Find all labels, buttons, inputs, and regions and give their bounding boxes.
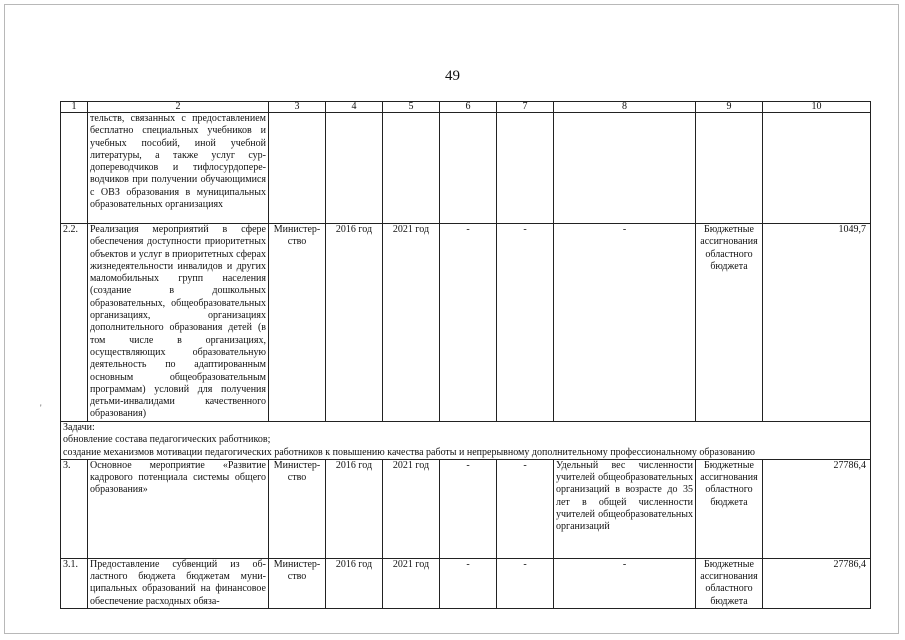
amount-cell	[763, 113, 871, 224]
executor-cell: Министерство	[269, 558, 326, 608]
activity-description: тельств, связанных с предоставлением бесплатно специальных учебников и учебных пособий, иной учебной литературы, а также услуг сурдопереводчиков и тифлосурдопереводчиков при получении обучающимися с ОВЗ образования в муниципальных образовательных организациях	[88, 113, 269, 224]
task-item: обновление состава педагогических работников;	[63, 434, 271, 446]
funding-source-cell: Бюджетные ассигнования областного бюджета	[696, 459, 763, 558]
amount-cell: 27786,4	[763, 459, 871, 558]
indicator-cell: -	[554, 224, 696, 422]
row-number: 3.	[61, 459, 88, 558]
column-6-cell: -	[440, 558, 497, 608]
column-header: 6	[440, 102, 497, 113]
program-activities-table	[60, 101, 871, 609]
column-7-cell	[497, 113, 554, 224]
tasks-heading: Задачи:	[63, 422, 95, 433]
table-row	[61, 558, 871, 608]
column-header: 5	[383, 102, 440, 113]
start-year-cell: 2016 год	[326, 459, 383, 558]
tasks-row	[61, 422, 871, 460]
start-year-cell: 2016 год	[326, 224, 383, 422]
tasks-cell	[61, 422, 871, 460]
amount-cell: 27786,4	[763, 558, 871, 608]
column-header: 3	[269, 102, 326, 113]
row-number: 2.2.	[61, 224, 88, 422]
column-6-cell: -	[440, 459, 497, 558]
indicator-cell	[554, 113, 696, 224]
column-7-cell: -	[497, 224, 554, 422]
end-year-cell: 2021 год	[383, 224, 440, 422]
executor-cell	[269, 113, 326, 224]
column-number-row	[61, 102, 871, 113]
funding-source-cell: Бюджетные ассигнования областного бюджета	[696, 224, 763, 422]
indicator-cell: Удельный вес численности учителей общеобразовательных организаций в возрасте до 35 лет в общей численности учителей общеобразовательных организаций	[554, 459, 696, 558]
end-year-cell: 2021 год	[383, 558, 440, 608]
column-header: 8	[554, 102, 696, 113]
executor-cell: Министерство	[269, 459, 326, 558]
amount-cell: 1049,7	[763, 224, 871, 422]
end-year-cell	[383, 113, 440, 224]
column-header: 4	[326, 102, 383, 113]
funding-source-cell	[696, 113, 763, 224]
activity-description: Предоставление субвенций из областного бюджета бюджетам муниципальных образований на финансовое обеспечение расходных обяза-	[88, 558, 269, 608]
table-row	[61, 459, 871, 558]
table-row	[61, 113, 871, 224]
column-7-cell: -	[497, 558, 554, 608]
executor-cell: Министерство	[269, 224, 326, 422]
column-header: 1	[61, 102, 88, 113]
activity-description: Основное мероприятие «Развитие кадрового потенциала системы общего образования»	[88, 459, 269, 558]
activity-description: Реализация мероприятий в сфере обеспечения доступности приоритетных объектов и услуг в приоритетных сферах жизнедеятельности инвалидов и других маломобильных групп населения (создание в дошкольных образовательных, общеобразовательных организациях, организациях дополнительного образования детей (в том числе в организациях, осуществляющих образовательную деятельность по адаптированным основным общеобразовательным программам) условий для получения детьми-инвалидами качественного образования)	[88, 224, 269, 422]
column-header: 9	[696, 102, 763, 113]
indicator-cell: -	[554, 558, 696, 608]
task-item: создание механизмов мотивации педагогических работников к повышению качества работы и непрерывному дополнительному профессиональному образованию	[63, 446, 756, 458]
row-number	[61, 113, 88, 224]
column-header: 10	[763, 102, 871, 113]
column-6-cell	[440, 113, 497, 224]
column-7-cell: -	[497, 459, 554, 558]
row-number: 3.1.	[61, 558, 88, 608]
column-header: 2	[88, 102, 269, 113]
page-number: 49	[445, 68, 460, 84]
scan-artifact: '	[40, 403, 42, 413]
column-header: 7	[497, 102, 554, 113]
start-year-cell	[326, 113, 383, 224]
end-year-cell: 2021 год	[383, 459, 440, 558]
start-year-cell: 2016 год	[326, 558, 383, 608]
column-6-cell: -	[440, 224, 497, 422]
table-row	[61, 224, 871, 422]
funding-source-cell: Бюджетные ассигнования областного бюджета	[696, 558, 763, 608]
